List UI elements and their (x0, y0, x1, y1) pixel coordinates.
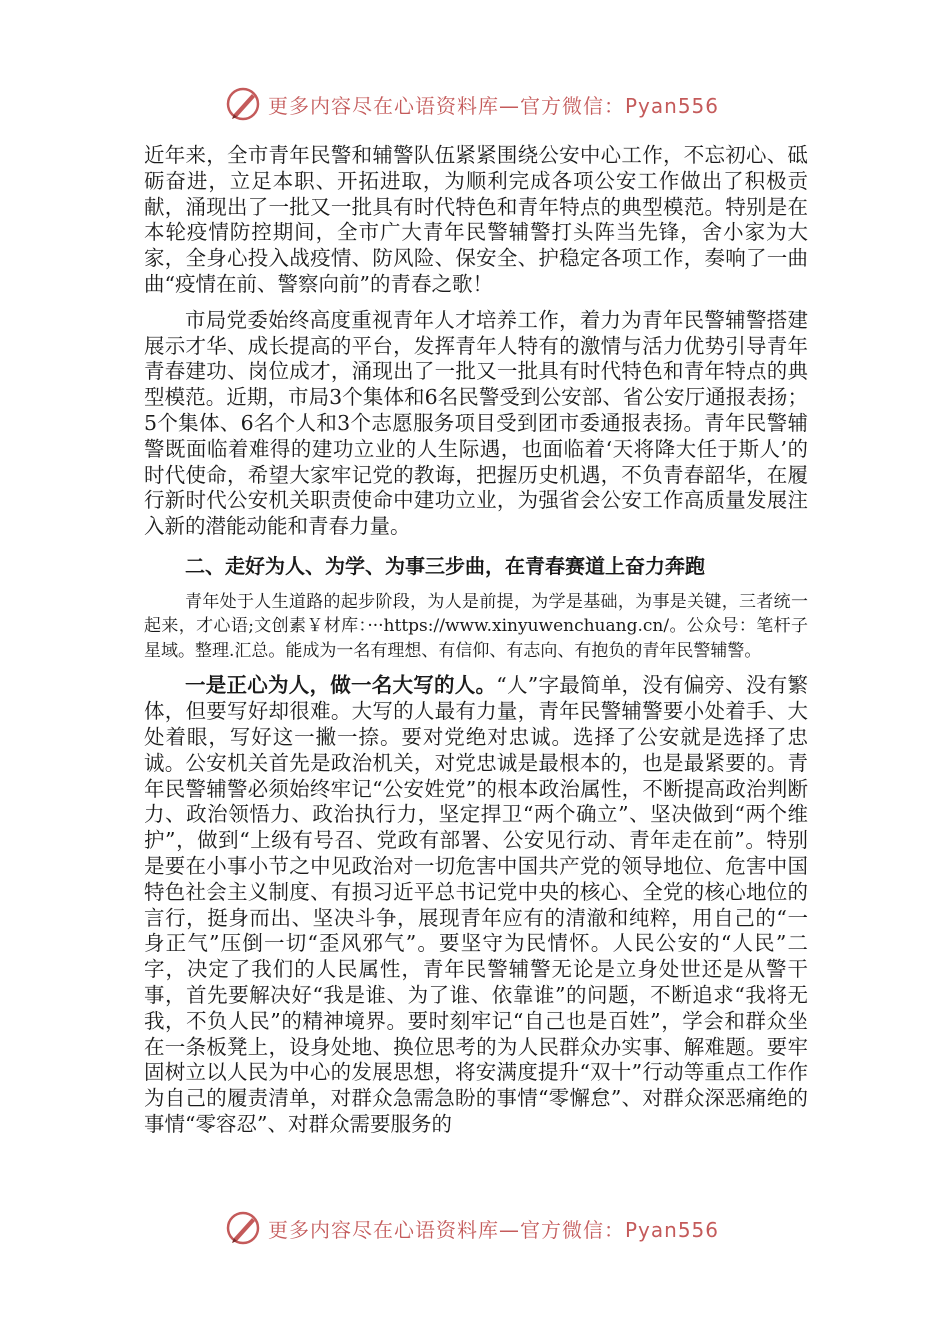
header-banner (226, 84, 719, 124)
pen-logo-icon (226, 86, 262, 122)
banner-text: 更多内容尽在心语资料库—官方微信：Pyan556 (268, 93, 720, 118)
footer-banner (226, 1208, 719, 1248)
paragraph-party-committee: 市局党委始终高度重视青年人才培养工作，着力为青年民警辅警搭建展示才华、成长提高的平台，发挥青年人特有的激情与活力优势引导青年青春建功、岗位成才，涌现出了一批又一批具有时代特色和青年特点的典型模范。近期，市局3个集体和6名民警受到公安部、省公安厅通报表扬；5个集体、6名个人和3个志愿服务项目受到团市委通报表扬。青年民警辅警既面临着难得的建功立业的人生际遇，也面临着‘天将降大任于斯人’的时代使命，希望大家牢记党的教诲，把握历史机遇，不负青春韶华，在履行新时代公安机关职责使命中建功立业，为强省会公安工作高质量发展注入新的潜能动能和青春力量。 (144, 307, 808, 539)
point-one-lead: 一是正心为人，做一名大写的人。 (185, 673, 497, 698)
point-one-body: “人”字最简单，没有偏旁、没有繁体，但要写好却很难。大写的人最有力量，青年民警辅警要小处着手、大处着眼，写好这一撇一捺。要对党绝对忠诚。选择了公安就是选择了忠诚。公安机关首先是政治机关，对党忠诚是最根本的，也是最紧要的。青年民警辅警必须始终牢记“公安姓党”的根本政治属性，不断提高政治判断力、政治领悟力、政治执行力，坚定捍卫“两个确立”、坚决做到“两个维护”，做到“上级有号召、党政有部署、公安见行动、青年走在前”。特别是要在小事小节之中见政治对一切危害中国共产党的领导地位、危害中国特色社会主义制度、有损习近平总书记党中央的核心、全党的核心地位的言行，挺身而出、坚决斗争，展现青年应有的清澈和纯粹，用自己的“一身正气”压倒一切“歪风邪气”。要坚守为民情怀。人民公安的“人民”二字，决定了我们的人民属性，青年民警辅警无论是立身处世还是从警干事，首先要解决好“我是谁、为了谁、依靠谁”的问题，不断追求“我将无我，不负人民”的精神境界。要时刻牢记“自己也是百姓”，学会和群众坐在一条板凳上，设身处地、换位思考的为人民群众办实事、解难题。要牢固树立以人民为中心的发展思想，将安满度提升“双十”行动等重点工作作为自己的履责清单，对群众急需急盼的事情“零懈怠”、对群众深恶痛绝的事情“零容忍”、对群众需要服务的 (144, 673, 808, 1136)
paragraph-point-one (144, 673, 808, 1137)
document-body (144, 143, 808, 1138)
paragraph-intro: 近年来，全市青年民警和辅警队伍紧紧围绕公安中心工作，不忘初心、砥砺奋进，立足本职、开拓进取，为顺利完成各项公安工作做出了积极贡献，涌现出了一批又一批具有时代特色和青年特点的典型模范。特别是在本轮疫情防控期间，全市广大青年民警辅警打头阵当先锋，舍小家为大家，全身心投入战疫情、防风险、保安全、护稳定各项工作，奏响了一曲曲“疫情在前、警察向前”的青春之歌！ (144, 143, 808, 296)
paragraph-section-intro: 青年处于人生道路的起步阶段，为人是前提，为学是基础，为事是关键，三者统一起来，才心语;文创素￥材库：···https://www.xinyuwenchuang.cn/。公众号：笔杆子星域。整理.汇总。能成为一名有理想、有信仰、有志向、有抱负的青年民警辅警。 (144, 591, 808, 661)
pen-logo-icon (226, 1210, 262, 1246)
section-heading: 二、走好为人、为学、为事三步曲，在青春赛道上奋力奔跑 (185, 553, 705, 578)
banner-text: 更多内容尽在心语资料库—官方微信：Pyan556 (268, 1217, 720, 1242)
